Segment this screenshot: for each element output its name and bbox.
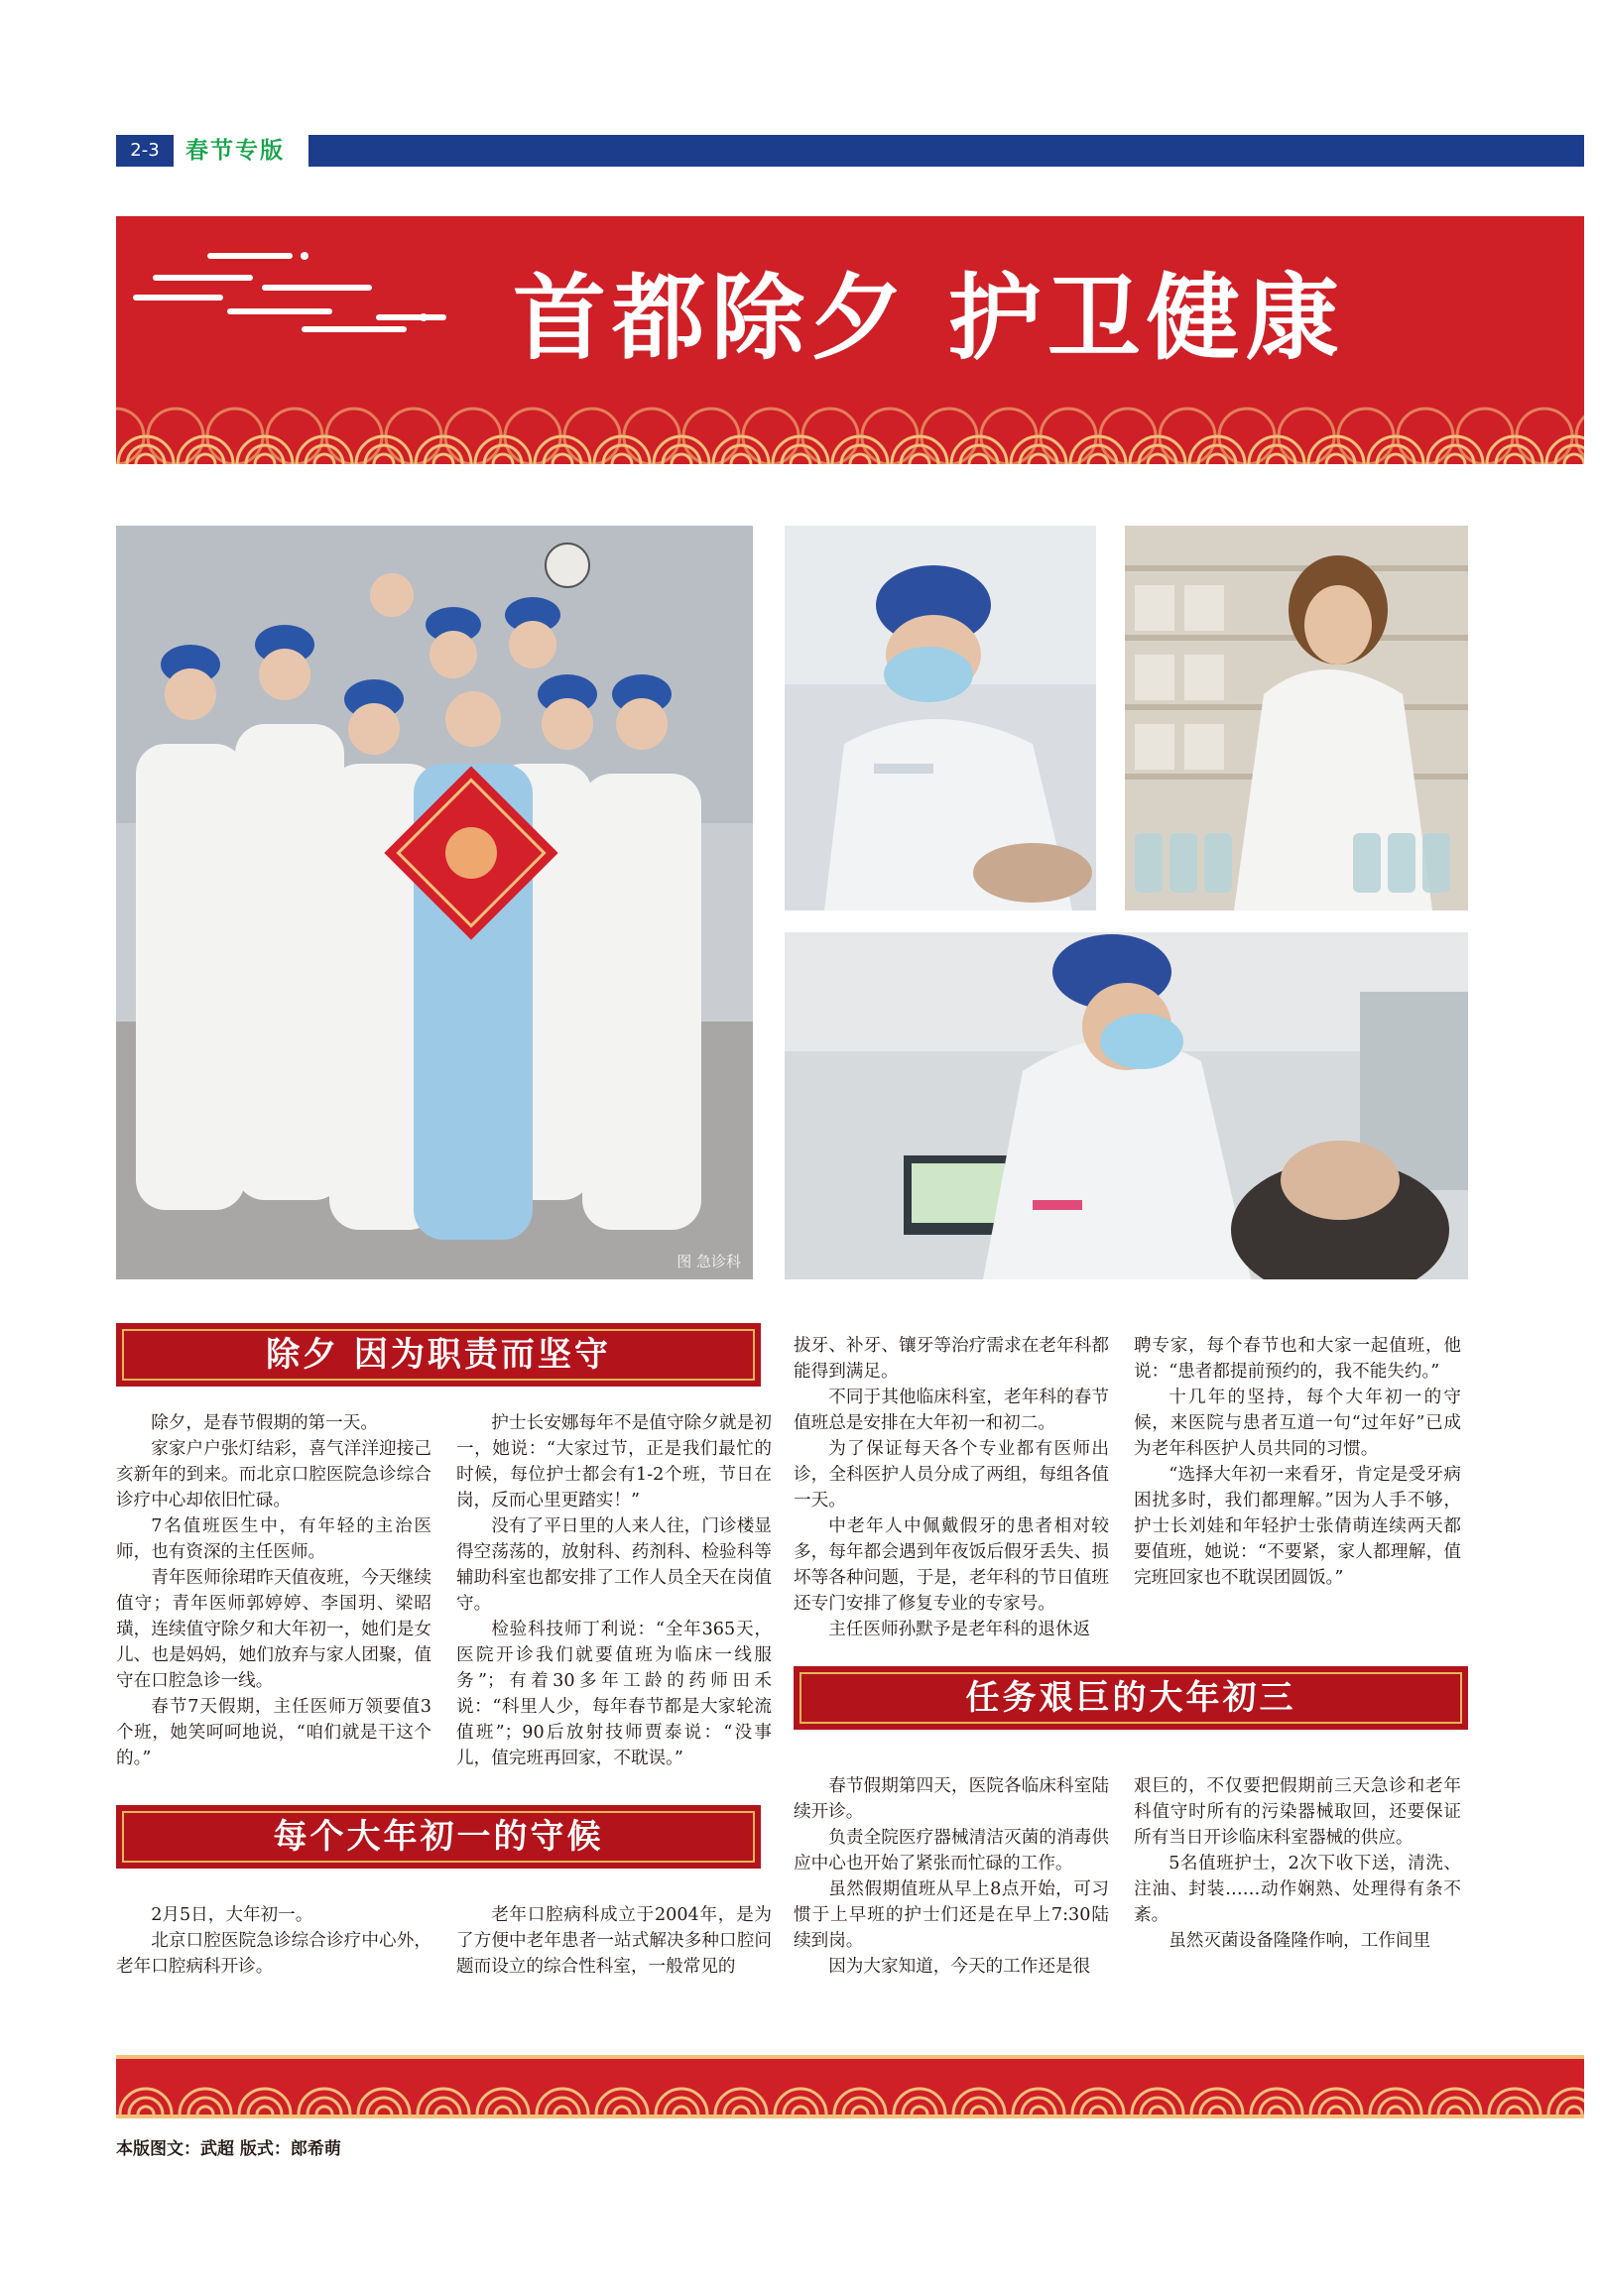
paragraph: 艰巨的，不仅要把假期前三天急诊和老年科值守时所有的污染器械取回，还要保证所有当日开诊临床科室器械的供应。 xyxy=(1134,1776,1461,1848)
section-heading-text: 每个大年初一的守候 xyxy=(273,1817,604,1857)
paragraph: 除夕，是春节假期的第一天。 xyxy=(151,1413,378,1433)
paragraph: 青年医师徐珺昨天值夜班，今天继续值守；青年医师郭婷婷、李国玥、梁昭璜，连续值守除夕和大年初一，她们是女儿、也是妈妈，她们放弃与家人团聚，值守在口腔急诊一线。 xyxy=(116,1568,431,1691)
paragraph: 5名值班护士，2次下收下送，清洗、注油、封装……动作娴熟、处理得有条不紊。 xyxy=(1134,1854,1461,1925)
section-heading-3 xyxy=(794,1666,1468,1730)
section-heading-text: 任务艰巨的大年初三 xyxy=(965,1678,1296,1718)
section2-column-1 xyxy=(116,1902,431,1980)
top-bar xyxy=(116,135,1584,167)
section2-column-3 xyxy=(794,1333,1109,1642)
top-bar-stripe xyxy=(307,135,1584,167)
paragraph: 老年口腔病科成立于2004年，是为了方便中老年患者一站式解决多种口腔问题而设立的综合性科室，一般常见的 xyxy=(456,1905,772,1977)
section-heading-text: 除夕 因为职责而坚守 xyxy=(266,1335,611,1375)
paragraph: 春节7天假期，主任医师万领要值3个班，她笑呵呵地说，“咱们就是干这个的。” xyxy=(116,1697,431,1768)
paragraph: 检验科技师丁利说：“全年365天，医院开诊我们就要值班为临床一线服务”；有着30多年工龄的药师田禾说：“科里人少，每年春节都是大家轮流值班”；90后放射技师贾泰说：“没事儿，值完班再回家，不耽误。” xyxy=(456,1620,772,1768)
section-heading-1 xyxy=(116,1323,761,1387)
paragraph: 护士长安娜每年不是值守除夕就是初一，她说：“大家过节，正是我们最忙的时候，每位护士都会有1-2个班，节日在岗，反而心里更踏实！” xyxy=(456,1413,772,1511)
section-name: 春节专版 xyxy=(180,135,308,167)
paragraph: 主任医师孙默予是老年科的退休返 xyxy=(828,1620,1091,1639)
paragraph: 2月5日，大年初一。 xyxy=(151,1905,313,1925)
photo-dentist-man xyxy=(785,932,1468,1279)
banner-title: 首都除夕 护卫健康 xyxy=(513,264,1345,373)
title-banner xyxy=(116,216,1584,464)
photo-staff-group xyxy=(116,526,753,1279)
section2-column-4 xyxy=(1134,1333,1461,1591)
wave-pattern-icon xyxy=(116,407,1584,464)
section3-column-1 xyxy=(794,1773,1109,1980)
photo-dentist-woman xyxy=(785,526,1096,910)
paragraph: 春节假期第四天，医院各临床科室陆续开诊。 xyxy=(794,1776,1109,1822)
paragraph: 因为大家知道，今天的工作还是很 xyxy=(828,1957,1091,1977)
paragraph: 中老年人中佩戴假牙的患者相对较多，每年都会遇到年夜饭后假牙丢失、损坏等各种问题，于是，老年科的节日值班还专门安排了修复专业的专家号。 xyxy=(794,1516,1109,1614)
paragraph: 虽然灭菌设备隆隆作响，工作间里 xyxy=(1169,1931,1431,1951)
paragraph: 7名值班医生中，有年轻的主治医师，也有资深的主任医师。 xyxy=(116,1516,431,1562)
paragraph: 没有了平日里的人来人往，门诊楼显得空荡荡的，放射科、药剂科、检验科等辅助科室也都安排了工作人员全天在岗值守。 xyxy=(456,1516,772,1614)
section2-column-2 xyxy=(456,1902,772,1980)
photo-pharmacist xyxy=(1125,526,1468,910)
footer-credits: 本版图文：武超 版式：郎希萌 xyxy=(116,2139,341,2159)
paragraph: 虽然假期值班从早上8点开始，可习惯于上早班的护士们还是在早上7:30陆续到岗。 xyxy=(794,1879,1109,1951)
paragraph: 为了保证每天各个专业都有医师出诊，全科医护人员分成了两组，每组各值一天。 xyxy=(794,1439,1109,1511)
section3-column-2 xyxy=(1134,1773,1461,1954)
paragraph: 北京口腔医院急诊综合诊疗中心外，老年口腔病科开诊。 xyxy=(116,1931,431,1977)
wave-pattern-icon xyxy=(116,2055,1584,2118)
section-heading-2 xyxy=(116,1805,761,1869)
paragraph: “选择大年初一来看牙，肯定是受牙病困扰多时，我们都理解。”因为人手不够，护士长刘娃和年轻护士张倩萌连续两天都要值班，她说：“不要紧，家人都理解，值完班回家也不耽误团圆饭。” xyxy=(1134,1465,1461,1588)
paragraph: 不同于其他临床科室，老年科的春节值班总是安排在大年初一和初二。 xyxy=(794,1388,1109,1433)
paragraph: 十几年的坚持，每个大年初一的守候，来医院与患者互道一句“过年好”已成为老年科医护人员共同的习惯。 xyxy=(1134,1388,1461,1459)
cloud-ornament-icon xyxy=(116,226,473,345)
section1-column-2 xyxy=(456,1410,772,1771)
photo-credit: 图 急诊科 xyxy=(677,1253,741,1270)
paragraph: 家家户户张灯结彩，喜气洋洋迎接己亥新年的到来。而北京口腔医院急诊综合诊疗中心却依旧忙碌。 xyxy=(116,1439,431,1511)
paragraph: 拔牙、补牙、镶牙等治疗需求在老年科都能得到满足。 xyxy=(794,1336,1109,1382)
paragraph: 聘专家，每个春节也和大家一起值班，他说：“患者都提前预约的，我不能失约。” xyxy=(1134,1336,1461,1382)
section1-column-1 xyxy=(116,1410,431,1771)
footer-ornament-band xyxy=(116,2055,1584,2118)
page-number: 2-3 xyxy=(116,135,174,167)
paragraph: 负责全院医疗器械清洁灭菌的消毒供应中心也开始了紧张而忙碌的工作。 xyxy=(794,1828,1109,1873)
